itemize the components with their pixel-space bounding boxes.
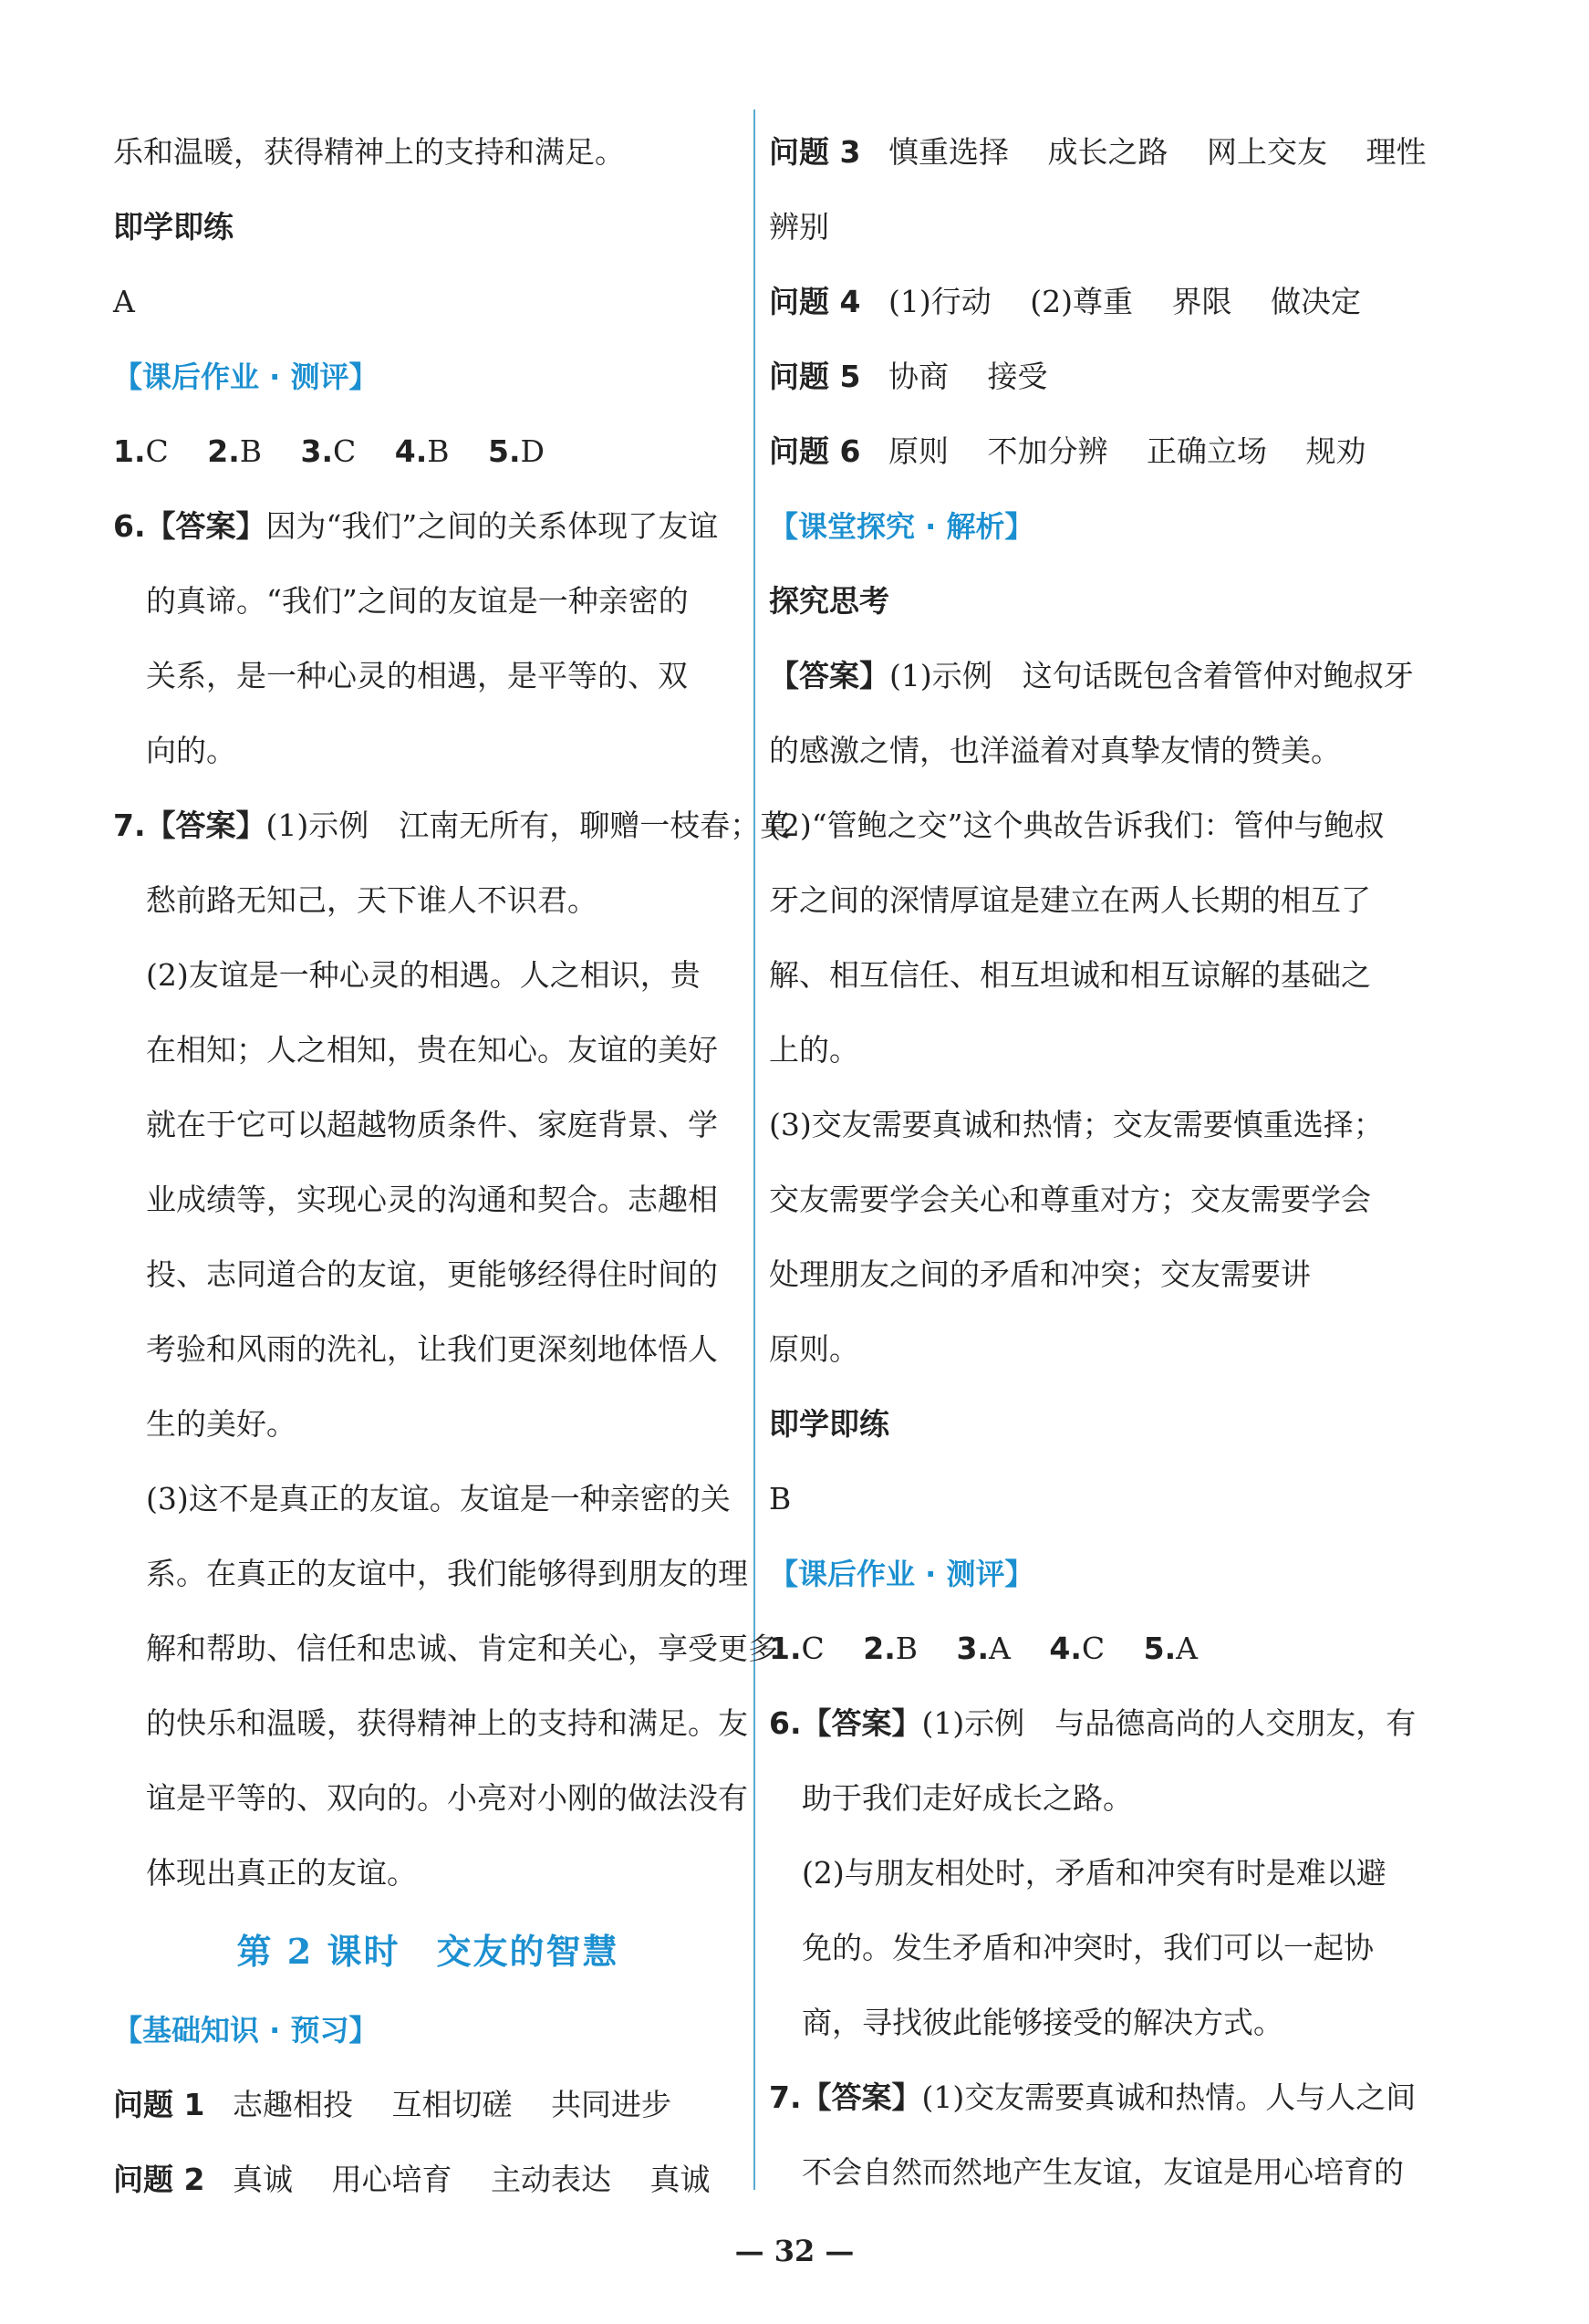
text-line: 处理朋友之间的矛盾和冲突；交友需要讲: [769, 1256, 1311, 1292]
text-line: 投、志同道合的友谊，更能够经得住时间的: [146, 1256, 718, 1292]
question-7-answer: 7.【答案】(1)示例 江南无所有，聊赠一枝春；莫: [113, 808, 791, 843]
text-line: 的感激之情，也洋溢着对真挚友情的赞美。: [769, 733, 1341, 768]
problem-6-answer: 问题 6 原则 不加分辨 正确立场 规劝: [769, 433, 1366, 469]
text-line: 助于我们走好成长之路。: [802, 1780, 1133, 1816]
text-line: 关系，是一种心灵的相遇，是平等的、双: [146, 658, 688, 693]
problem-5-answer: 问题 5 协商 接受: [769, 359, 1048, 394]
column-divider: [753, 109, 755, 2190]
problem-1-answer: 问题 1 志趣相投 互相切磋 共同进步: [113, 2087, 671, 2122]
text-line: 在相知；人之相知，贵在知心。友谊的美好: [146, 1032, 718, 1068]
question-6-answer: 6.【答案】(1)示例 与品德高尚的人交朋友，有: [769, 1705, 1417, 1741]
explore-answer: 【答案】(1)示例 这句话既包含着管仲对鲍叔牙: [769, 658, 1414, 693]
text-line: 免的。发生矛盾和冲突时，我们可以一起协: [802, 1930, 1374, 1965]
problem-2-answer: 问题 2 真诚 用心培育 主动表达 真诚: [113, 2162, 711, 2197]
text-line: (2)“管鲍之交”这个典故告诉我们：管仲与鲍叔: [769, 808, 1385, 843]
right-column: [769, 115, 1427, 2210]
text-line: 商，寻找彼此能够接受的解决方式。: [802, 2005, 1283, 2040]
multiple-choice-answers: 1.C 2.B 3.C 4.B 5.D: [113, 433, 545, 469]
lesson-title: 第 2 课时 交友的智慧: [236, 1931, 619, 1972]
section-heading: 【基础知识 · 预习】: [113, 2013, 379, 2048]
text-line: 谊是平等的、双向的。小亮对小刚的做法没有: [146, 1780, 748, 1816]
answer-text: A: [113, 284, 135, 319]
section-subheading: 探究思考: [769, 583, 889, 619]
text-line: 系。在真正的友谊中，我们能够得到朋友的理: [146, 1556, 748, 1591]
text-line: 上的。: [769, 1032, 859, 1068]
text-line: 体现出真正的友谊。: [146, 1855, 417, 1891]
section-heading: 【课堂探究 · 解析】: [769, 509, 1034, 544]
text-line: 解、相互信任、相互坦诚和相互谅解的基础之: [769, 957, 1371, 993]
text-line: 不会自然而然地产生友谊，友谊是用心培育的: [802, 2154, 1404, 2190]
text-line: 的快乐和温暖，获得精神上的支持和满足。友: [146, 1705, 748, 1741]
problem-3-answer: 问题 3 慎重选择 成长之路 网上交友 理性: [769, 134, 1427, 170]
question-6-answer: 6.【答案】因为“我们”之间的关系体现了友谊: [113, 508, 719, 544]
text-line: 牙之间的深情厚谊是建立在两人长期的相互了: [769, 882, 1371, 918]
text-line: 业成绩等，实现心灵的沟通和契合。志趣相: [146, 1182, 718, 1217]
text-line: (3)交友需要真诚和热情；交友需要慎重选择；: [769, 1107, 1384, 1142]
text-line: 解和帮助、信任和忠诚、肯定和关心，享受更多: [146, 1631, 778, 1666]
text-line: 考验和风雨的洗礼，让我们更深刻地体悟人: [146, 1331, 718, 1367]
page-number: — 32 —: [734, 2234, 855, 2268]
text-line: 愁前路无知己，天下谁人不识君。: [146, 882, 597, 918]
text-line: 乐和温暖，获得精神上的支持和满足。: [113, 134, 625, 170]
answer-text: B: [769, 1481, 792, 1516]
text-line: 辨别: [769, 209, 829, 245]
text-line: 就在于它可以超越物质条件、家庭背景、学: [146, 1107, 718, 1142]
text-line: (2)友谊是一种心灵的相遇。人之相识，贵: [146, 957, 701, 993]
text-line: (3)这不是真正的友谊。友谊是一种亲密的关: [146, 1481, 731, 1516]
section-subheading: 即学即练: [769, 1406, 889, 1442]
text-line: 原则。: [769, 1331, 859, 1367]
question-7-answer: 7.【答案】(1)交友需要真诚和热情。人与人之间: [769, 2079, 1417, 2115]
multiple-choice-answers: 1.C 2.B 3.A 4.C 5.A: [769, 1631, 1198, 1666]
problem-4-answer: 问题 4 (1)行动 (2)尊重 界限 做决定: [769, 284, 1361, 319]
section-heading: 【课后作业 · 测评】: [113, 360, 379, 394]
section-subheading: 即学即练: [113, 209, 234, 245]
text-line: 的真谛。“我们”之间的友谊是一种亲密的: [146, 583, 689, 619]
text-line: (2)与朋友相处时，矛盾和冲突有时是难以避: [802, 1855, 1386, 1891]
text-line: 向的。: [146, 733, 236, 768]
left-column: [113, 115, 791, 2217]
text-line: 交友需要学会关心和尊重对方；交友需要学会: [769, 1182, 1371, 1217]
section-heading: 【课后作业 · 测评】: [769, 1557, 1034, 1591]
text-line: 生的美好。: [146, 1406, 296, 1442]
